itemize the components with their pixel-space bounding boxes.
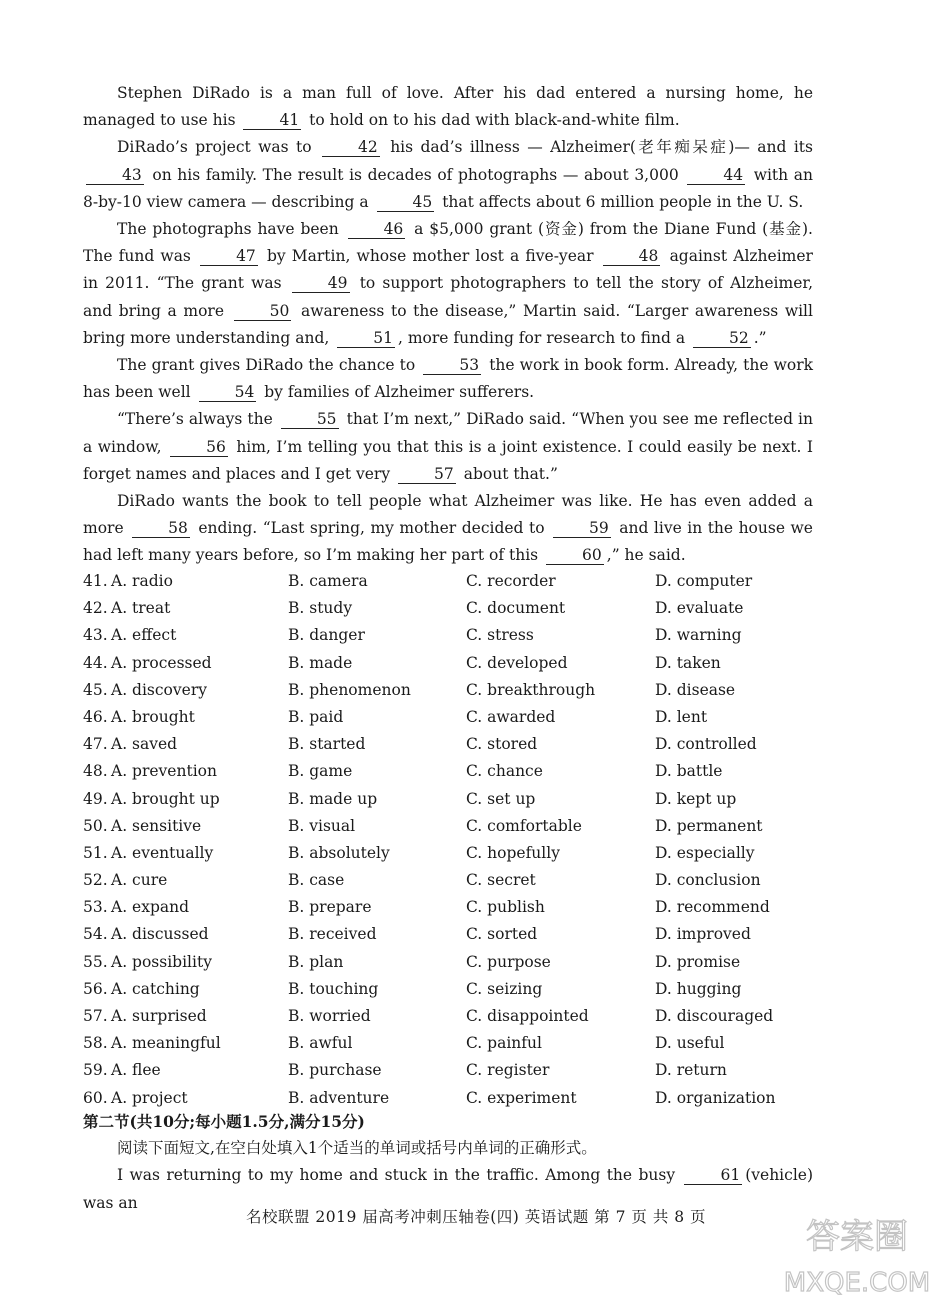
blank-41: 41 xyxy=(243,111,301,130)
option-d: D. warning xyxy=(655,626,742,645)
option-a: A. catching xyxy=(111,979,200,998)
option-b: B. received xyxy=(288,925,377,944)
question-number: 56. xyxy=(83,979,108,998)
option-a: A. cure xyxy=(111,871,168,890)
blank-52: 52 xyxy=(693,329,751,348)
option-row xyxy=(83,758,813,785)
question-number: 42. xyxy=(83,599,108,618)
option-a: A. expand xyxy=(111,898,190,917)
option-c: C. secret xyxy=(466,871,536,890)
option-row xyxy=(83,731,813,758)
option-a: A. radio xyxy=(111,572,173,590)
option-b: B. plan xyxy=(288,952,344,971)
blank-57: 57 xyxy=(398,465,456,484)
option-d: D. permanent xyxy=(655,816,763,835)
option-d: D. organization xyxy=(655,1088,776,1107)
blank-60: 60 xyxy=(546,546,604,565)
question-number: 51. xyxy=(83,843,108,862)
paragraph-4: The grant gives DiRado the chance to 53 the work in book form. Already, the work has been well 54 by families of Alzheimer sufferers. xyxy=(83,356,813,402)
option-a: A. flee xyxy=(111,1061,161,1080)
question-number: 53. xyxy=(83,898,108,917)
option-c: C. chance xyxy=(466,762,543,781)
option-b: B. purchase xyxy=(288,1061,382,1080)
option-row xyxy=(83,813,813,840)
question-number: 48. xyxy=(83,762,108,781)
section-title: 第二节(共10分;每小题1.5分,满分15分) xyxy=(83,1112,365,1131)
blank-44: 44 xyxy=(687,166,745,185)
option-d: D. disease xyxy=(655,680,736,699)
question-number: 60. xyxy=(83,1088,108,1107)
option-a: A. sensitive xyxy=(111,816,202,835)
option-c: C. painful xyxy=(466,1034,542,1053)
blank-42: 42 xyxy=(322,138,380,157)
option-d: D. promise xyxy=(655,952,741,971)
option-d: D. useful xyxy=(655,1034,725,1053)
option-b: B. adventure xyxy=(288,1088,390,1107)
option-b: B. made xyxy=(288,653,353,672)
option-row xyxy=(83,786,813,813)
option-c: C. stress xyxy=(466,626,534,645)
option-a: A. eventually xyxy=(111,843,214,862)
option-row xyxy=(83,704,813,731)
option-a: A. brought xyxy=(111,707,195,726)
question-number: 44. xyxy=(83,653,108,672)
option-c: C. purpose xyxy=(466,952,551,971)
option-b: B. awful xyxy=(288,1034,353,1053)
question-number: 41. xyxy=(83,572,108,590)
option-a: A. effect xyxy=(111,626,177,645)
question-number: 46. xyxy=(83,707,108,726)
option-d: D. kept up xyxy=(655,789,737,808)
option-b: B. absolutely xyxy=(288,843,390,862)
watermark-logo xyxy=(772,1203,942,1303)
option-a: A. brought up xyxy=(111,789,220,808)
option-b: B. paid xyxy=(288,707,344,726)
section-text: I was returning to my home and stuck in the traffic. Among the busy 61 (vehicle) was an xyxy=(83,1166,813,1212)
option-d: D. evaluate xyxy=(655,599,744,618)
option-c: C. seizing xyxy=(466,979,543,998)
question-number: 59. xyxy=(83,1061,108,1080)
option-b: B. started xyxy=(288,735,366,754)
option-c: C. document xyxy=(466,599,566,618)
question-number: 57. xyxy=(83,1007,108,1025)
blank-43: 43 xyxy=(86,166,144,185)
blank-45: 45 xyxy=(377,193,435,212)
option-d: D. return xyxy=(655,1061,727,1080)
blank-58: 58 xyxy=(132,519,190,538)
option-c: C. hopefully xyxy=(466,843,560,862)
option-a: A. discussed xyxy=(111,925,209,944)
option-a: A. processed xyxy=(111,653,212,672)
option-row xyxy=(83,976,813,1003)
option-d: D. discouraged xyxy=(655,1007,774,1025)
option-row xyxy=(83,677,813,704)
option-c: C. disappointed xyxy=(466,1007,589,1025)
question-number: 54. xyxy=(83,925,108,944)
option-d: D. battle xyxy=(655,762,723,781)
option-c: C. publish xyxy=(466,898,545,917)
cloze-passage xyxy=(83,80,813,570)
option-b: B. prepare xyxy=(288,898,372,917)
option-a: A. treat xyxy=(111,599,171,618)
blank-47: 47 xyxy=(200,247,258,266)
option-c: C. awarded xyxy=(466,707,556,726)
blank-51: 51 xyxy=(337,329,395,348)
section-2 xyxy=(83,1108,813,1217)
option-row xyxy=(83,650,813,677)
option-row xyxy=(83,867,813,894)
option-d: D. computer xyxy=(655,572,753,590)
watermark-bottom-text: MXQE.COM xyxy=(783,1268,931,1298)
option-a: A. prevention xyxy=(111,762,217,781)
option-b: B. study xyxy=(288,599,353,618)
blank-54: 54 xyxy=(199,383,257,402)
blank-61: 61 xyxy=(684,1166,742,1185)
option-row xyxy=(83,1030,813,1057)
watermark-top-text: 答案圈 xyxy=(806,1217,908,1257)
blank-50: 50 xyxy=(234,302,292,321)
option-b: B. worried xyxy=(288,1007,371,1025)
option-d: D. conclusion xyxy=(655,871,761,890)
blank-48: 48 xyxy=(603,247,661,266)
blank-49: 49 xyxy=(292,274,350,293)
blank-46: 46 xyxy=(348,220,406,239)
question-number: 52. xyxy=(83,871,108,890)
option-b: B. game xyxy=(288,762,353,781)
option-row xyxy=(83,921,813,948)
option-b: B. touching xyxy=(288,979,379,998)
blank-56: 56 xyxy=(170,438,228,457)
option-a: A. surprised xyxy=(111,1007,207,1025)
paragraph-2: DiRado’s project was to 42 his dad’s illness — Alzheimer(老年痴呆症)— and its 43 on his family. The result is decades of photographs — about 3,000 44 with an 8-by-10 view camera — describing a 45 that affects about 6 million people in the U. S. xyxy=(83,138,813,211)
option-b: B. case xyxy=(288,871,345,890)
option-d: D. controlled xyxy=(655,735,757,754)
paragraph-3: The photographs have been 46 a $5,000 grant (资金) from the Diane Fund (基金). The fund was 47 by Martin, whose mother lost a five-year 48 against Alzheimer in 2011. “The grant was 49 to support photographers to tell the story of Alzheimer, and bring a more 50 awareness to the disease,” Martin said. “Larger awareness will bring more understanding and, 51 , more funding for research to find a 52 .” xyxy=(83,220,814,347)
option-a: A. saved xyxy=(111,735,178,754)
question-number: 50. xyxy=(83,816,108,835)
option-d: D. lent xyxy=(655,707,708,726)
option-c: C. register xyxy=(466,1061,550,1080)
option-c: C. stored xyxy=(466,735,538,754)
paragraph-5: “There’s always the 55 that I’m next,” DiRado said. “When you see me reflected in a window, 56 him, I’m telling you that this is a joint existence. I could easily be next. I forget names and places and I get very 57 about that.” xyxy=(83,410,814,483)
paragraph-6: DiRado wants the book to tell people what Alzheimer was like. He has even added a more 58 ending. “Last spring, my mother decided to 59 and live in the house we had left many years before, so I’m making her part of this 60 ,” he said. xyxy=(83,492,813,565)
option-b: B. danger xyxy=(288,626,365,645)
option-d: D. improved xyxy=(655,925,751,944)
option-a: A. possibility xyxy=(111,952,212,971)
question-number: 55. xyxy=(83,952,108,971)
option-c: C. developed xyxy=(466,653,568,672)
option-c: C. comfortable xyxy=(466,816,582,835)
option-row xyxy=(83,1003,813,1030)
option-row xyxy=(83,622,813,649)
blank-53: 53 xyxy=(423,356,481,375)
question-number: 43. xyxy=(83,626,108,645)
question-number: 58. xyxy=(83,1034,108,1053)
option-b: B. visual xyxy=(288,816,356,835)
option-a: A. project xyxy=(111,1088,188,1107)
blank-59: 59 xyxy=(553,519,611,538)
option-row xyxy=(83,568,813,595)
option-b: B. made up xyxy=(288,789,378,808)
option-a: A. discovery xyxy=(111,680,207,699)
option-row xyxy=(83,1057,813,1084)
answer-options xyxy=(83,568,813,1112)
option-b: B. phenomenon xyxy=(288,680,411,699)
page-footer: 名校联盟 2019 届高考冲刺压轴卷(四) 英语试题 第 7 页 共 8 页 xyxy=(245,1208,707,1226)
option-row xyxy=(83,595,813,622)
option-b: B. camera xyxy=(288,572,368,590)
option-c: C. breakthrough xyxy=(466,680,596,699)
paragraph-1: Stephen DiRado is a man full of love. After his dad entered a nursing home, he managed to use his 41 to hold on to his dad with black-and-white film. xyxy=(83,84,813,130)
question-number: 47. xyxy=(83,735,108,754)
option-c: C. recorder xyxy=(466,572,556,590)
option-c: C. experiment xyxy=(466,1088,577,1107)
option-d: D. recommend xyxy=(655,898,770,917)
blank-55: 55 xyxy=(281,410,339,429)
option-c: C. set up xyxy=(466,789,536,808)
question-number: 49. xyxy=(83,789,108,808)
question-number: 45. xyxy=(83,680,108,699)
section-instruction: 阅读下面短文,在空白处填入1个适当的单词或括号内单词的正确形式。 xyxy=(117,1139,597,1158)
option-c: C. sorted xyxy=(466,925,538,944)
option-d: D. hugging xyxy=(655,979,742,998)
option-d: D. especially xyxy=(655,843,755,862)
option-row xyxy=(83,949,813,976)
option-row xyxy=(83,840,813,867)
option-d: D. taken xyxy=(655,653,721,672)
option-row xyxy=(83,894,813,921)
option-a: A. meaningful xyxy=(111,1034,221,1053)
